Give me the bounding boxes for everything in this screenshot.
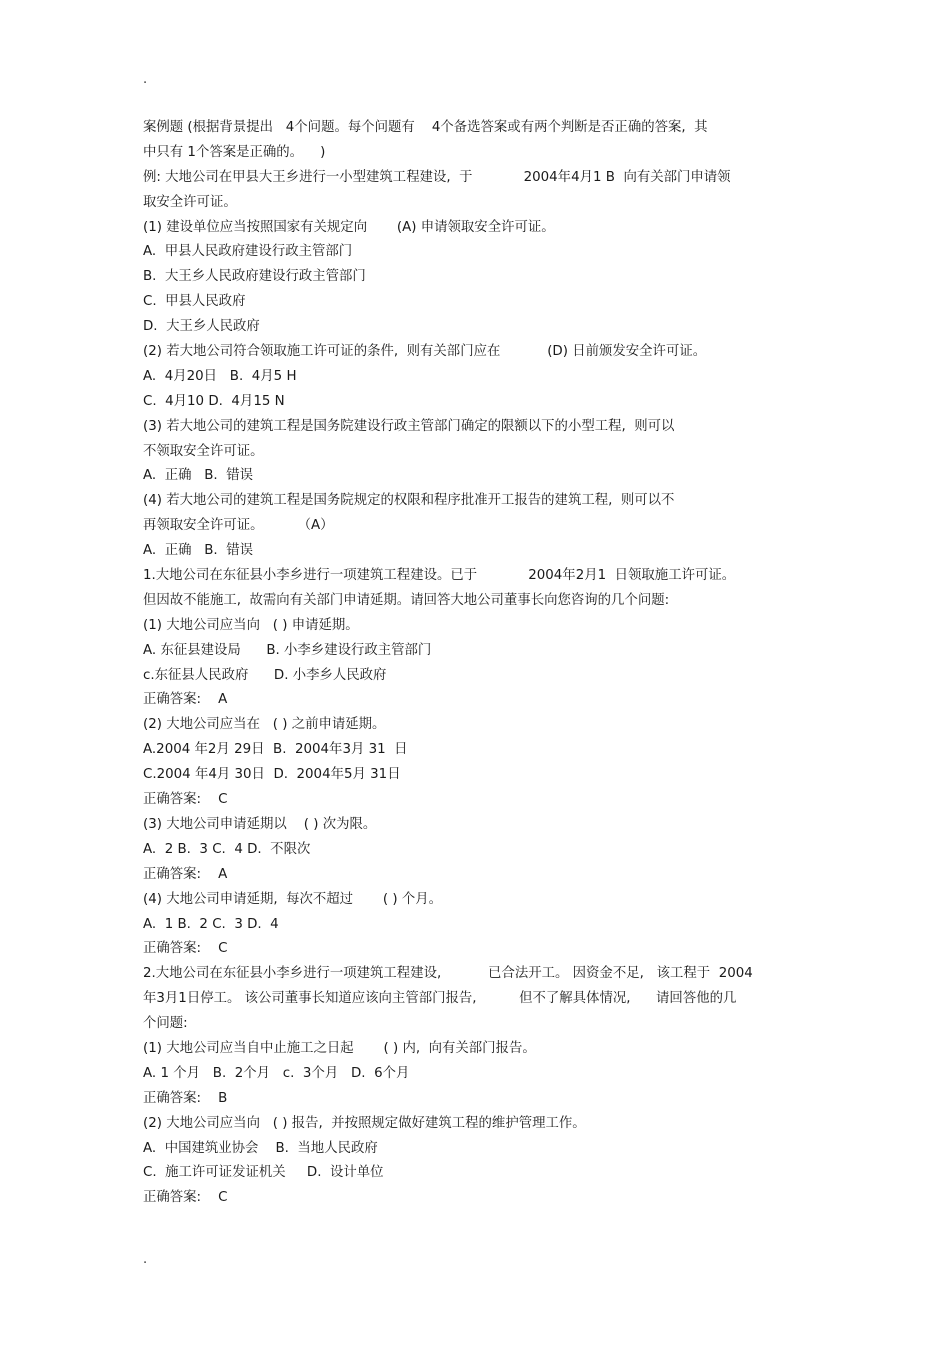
text-line: 正确答案: C xyxy=(143,792,228,808)
text-line: 个问题: xyxy=(143,1016,188,1032)
text-line: A. 正确 B. 错误 xyxy=(143,468,253,484)
text-line: 取安全许可证。 xyxy=(143,194,237,210)
document-body xyxy=(143,116,823,1211)
text-line: B. 大王乡人民政府建设行政主管部门 xyxy=(143,269,366,285)
text-line: 正确答案: A xyxy=(143,866,228,882)
text-line: D. 大王乡人民政府 xyxy=(143,319,260,335)
text-line: (4) 大地公司申请延期, 每次不超过 ( ) 个月。 xyxy=(143,891,442,907)
text-line: 例: 大地公司在甲县大王乡进行一小型建筑工程建设, 于 2004年4月1 B 向有关部门申请领 xyxy=(143,169,731,185)
text-line: 年3月1日停工。 该公司董事长知道应该向主管部门报告, 但不了解具体情况, 请回答他的几 xyxy=(143,991,737,1007)
text-line: (2) 若大地公司符合领取施工许可证的条件, 则有关部门应在 (D) 日前颁发安全许可证。 xyxy=(143,344,707,360)
text-line: C. 4月10 D. 4月15 N xyxy=(143,393,285,409)
text-line: A. 2 B. 3 C. 4 D. 不限次 xyxy=(143,841,311,857)
text-line: A. 1 B. 2 C. 3 D. 4 xyxy=(143,916,279,932)
text-line: 正确答案: C xyxy=(143,941,228,957)
text-line: A. 甲县人民政府建设行政主管部门 xyxy=(143,244,353,260)
text-line: A. 中国建筑业协会 B. 当地人民政府 xyxy=(143,1140,378,1156)
text-line: (2) 大地公司应当向 ( ) 报告, 并按照规定做好建筑工程的维护管理工作。 xyxy=(143,1115,586,1131)
text-line: A. 正确 B. 错误 xyxy=(143,543,253,559)
text-line: 再领取安全许可证。 （A） xyxy=(143,518,334,534)
text-line: (1) 大地公司应当向 ( ) 申请延期。 xyxy=(143,617,359,633)
text-line: 案例题 (根据背景提出 4个问题。每个问题有 4个备选答案或有两个判断是否正确的答案, 其 xyxy=(143,120,708,135)
text-line: 2.大地公司在东征县小李乡进行一项建筑工程建设, 已合法开工。 因资金不足, 该工程于 2004 xyxy=(143,966,753,982)
text-line: A. 1 个月 B. 2个月 c. 3个月 D. 6个月 xyxy=(143,1065,410,1081)
text-line: c.东征县人民政府 D. 小李乡人民政府 xyxy=(143,667,387,683)
text-line: A.2004 年2月 29日 B. 2004年3月 31 日 xyxy=(143,742,408,758)
text-line: 正确答案: B xyxy=(143,1090,228,1106)
text-line: (1) 建设单位应当按照国家有关规定向 (A) 申请领取安全许可证。 xyxy=(143,219,555,235)
text-line: (4) 若大地公司的建筑工程是国务院规定的权限和程序批准开工报告的建筑工程, 则可以不 xyxy=(143,493,675,509)
text-line: C.2004 年4月 30日 D. 2004年5月 31日 xyxy=(143,767,401,783)
text-line: 但因故不能施工, 故需向有关部门申请延期。请回答大地公司董事长向您咨询的几个问题: xyxy=(143,592,670,608)
text-line: 中只有 1个答案是正确的。 ) xyxy=(143,144,326,160)
text-line: C. 施工许可证发证机关 D. 设计单位 xyxy=(143,1165,384,1181)
text-line: A. 东征县建设局 B. 小李乡建设行政主管部门 xyxy=(143,642,432,658)
page-top-marker: . xyxy=(143,72,148,87)
text-line: 正确答案: C xyxy=(143,1190,228,1206)
text-line: (1) 大地公司应当自中止施工之日起 ( ) 内, 向有关部门报告。 xyxy=(143,1040,536,1056)
text-line: 1.大地公司在东征县小李乡进行一项建筑工程建设。已于 2004年2月1 日领取施工许可证。 xyxy=(143,568,736,584)
page-bottom-marker: . xyxy=(143,1252,148,1267)
text-line: 不领取安全许可证。 xyxy=(143,443,264,459)
text-line: 正确答案: A xyxy=(143,692,228,708)
text-line: A. 4月20日 B. 4月5 H xyxy=(143,368,297,384)
text-line: (2) 大地公司应当在 ( ) 之前申请延期。 xyxy=(143,717,386,733)
text-line: (3) 若大地公司的建筑工程是国务院建设行政主管部门确定的限额以下的小型工程, 则可以 xyxy=(143,418,675,434)
text-line: (3) 大地公司申请延期以 ( ) 次为限。 xyxy=(143,816,377,832)
text-line: C. 甲县人民政府 xyxy=(143,294,246,310)
